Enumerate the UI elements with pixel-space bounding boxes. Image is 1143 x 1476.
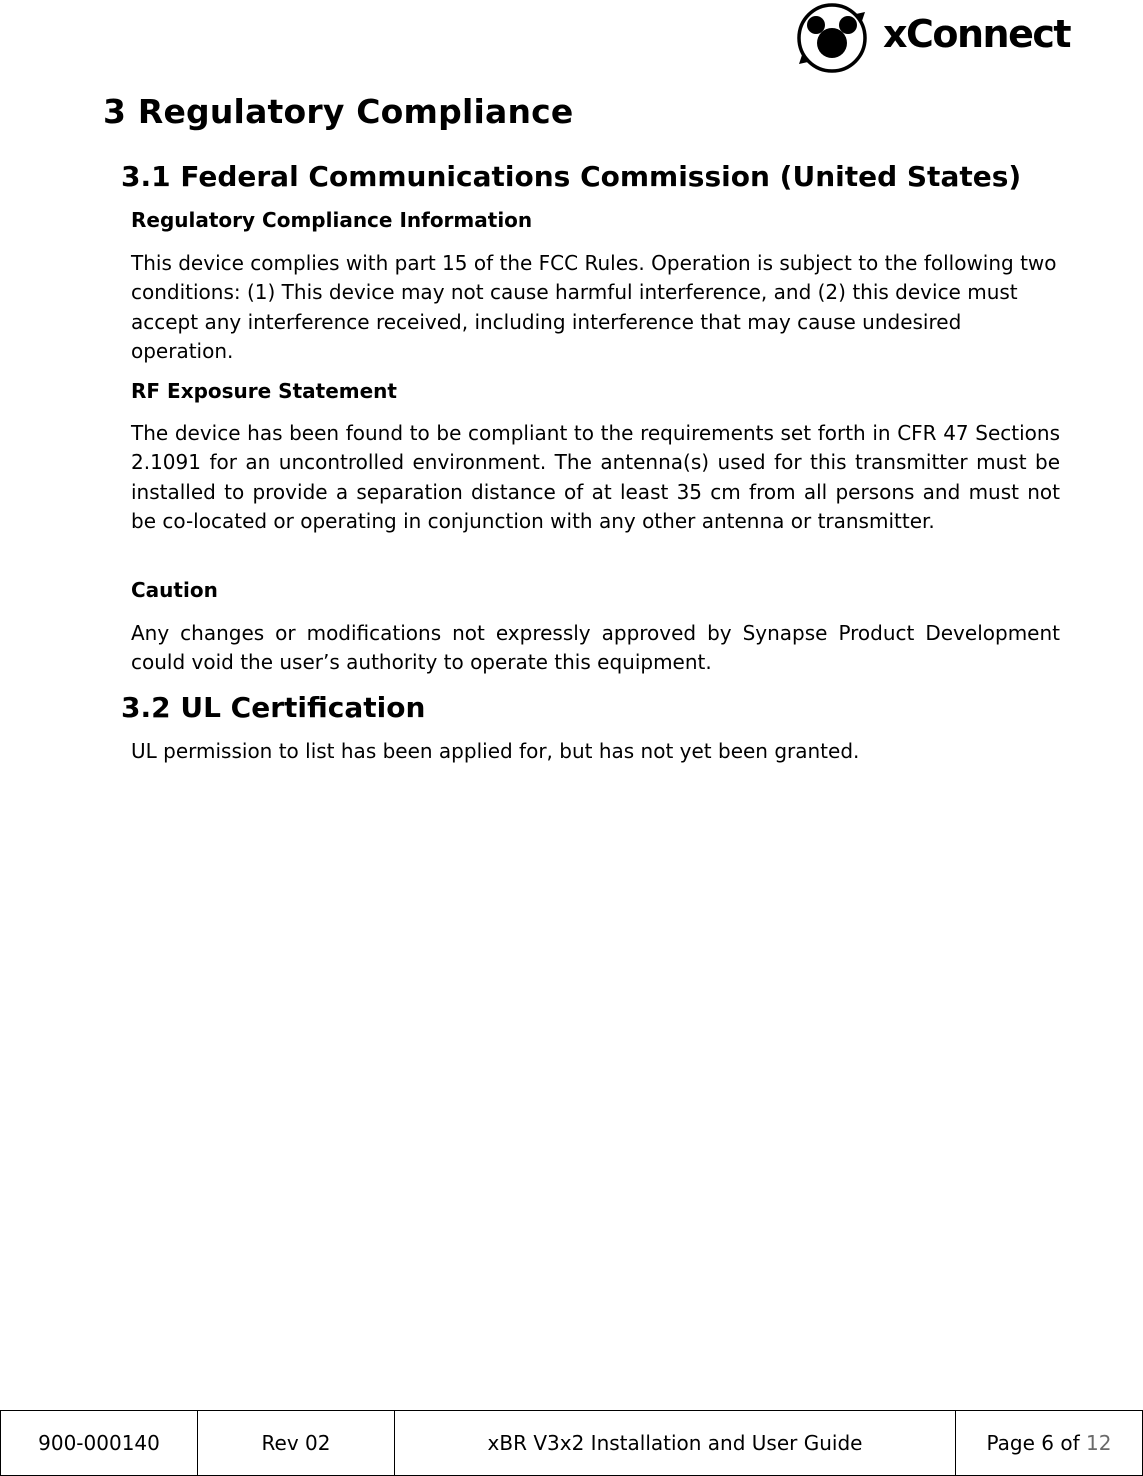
regulatory-info-text: This device complies with part 15 of the FCC Rules. Operation is subject to the following two conditions: (1) This device may not cause harmful interference, and (2) this device must accept any interference received, including interference that may cause undesired operation. <box>131 251 1057 363</box>
footer-page-number <box>956 1411 1142 1475</box>
section-3-2-title: 3.2 UL Certification <box>121 691 426 724</box>
section-3-title: 3 Regulatory Compliance <box>103 92 574 131</box>
ul-certification-text: UL permission to list has been applied for, but has not yet been granted. <box>131 739 860 763</box>
brand-name: xConnect <box>883 12 1071 56</box>
rf-exposure-text: The device has been found to be compliant to the requirements set forth in CFR 47 Sections 2.1091 for an uncontrolled environment. The antenna(s) used for this transmitter must be installed to provide a separation distance of at least 35 cm from all persons and must not be co-located or operating in conjunction with any other antenna or transmitter. <box>131 421 1060 533</box>
caution-text: Any changes or modifications not expressly approved by Synapse Product Development could void the user’s authority to operate this equipment. <box>131 621 1060 675</box>
footer-revision: Rev 02 <box>198 1411 395 1475</box>
regulatory-info-heading: Regulatory Compliance Information <box>131 208 533 232</box>
mickey-loop-icon <box>794 0 884 80</box>
footer-doc-title: xBR V3x2 Installation and User Guide <box>395 1411 956 1475</box>
rf-exposure-heading: RF Exposure Statement <box>131 379 397 403</box>
section-3-1-title: 3.1 Federal Communications Commission (United States) <box>121 160 1022 193</box>
page-footer <box>0 1410 1143 1476</box>
page-total: 12 <box>1086 1431 1112 1455</box>
xconnect-logo <box>794 0 1071 80</box>
page-prefix: Page 6 of <box>986 1431 1080 1455</box>
footer-doc-number: 900-000140 <box>1 1411 198 1475</box>
caution-heading: Caution <box>131 578 218 602</box>
